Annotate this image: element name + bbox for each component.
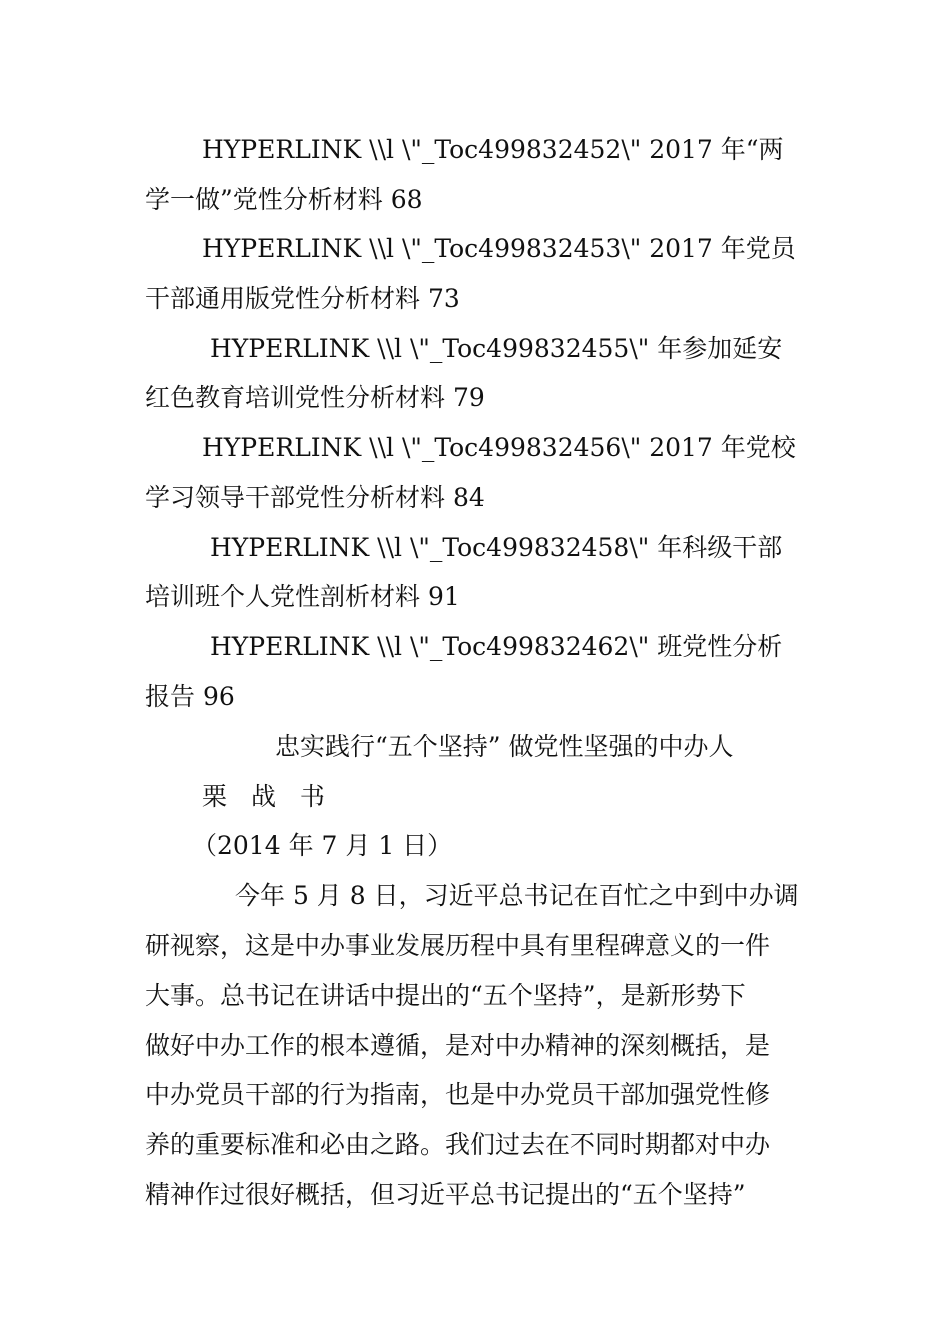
toc-entry-1-line-2[interactable]: 学一做”党性分析材料 68 bbox=[145, 185, 423, 214]
paragraph-line-5: 中办党员干部的行为指南，也是中办党员干部加强党性修 bbox=[145, 1080, 771, 1109]
toc-entry-4-line-1[interactable]: HYPERLINK \\l \"_Toc499832456\" 2017 年党校 bbox=[202, 433, 796, 462]
toc-entry-4-line-2[interactable]: 学习领导干部党性分析材料 84 bbox=[145, 483, 485, 512]
paragraph-line-6: 养的重要标准和必由之路。我们过去在不同时期都对中办 bbox=[145, 1130, 771, 1159]
paragraph-line-3: 大事。总书记在讲话中提出的“五个坚持”，是新形势下 bbox=[145, 981, 746, 1010]
toc-entry-6-line-2[interactable]: 报告 96 bbox=[145, 682, 235, 711]
paragraph-line-4: 做好中办工作的根本遵循，是对中办精神的深刻概括，是 bbox=[145, 1031, 771, 1060]
toc-entry-1-line-1[interactable]: HYPERLINK \\l \"_Toc499832452\" 2017 年“两 bbox=[202, 135, 784, 164]
paragraph-line-7: 精神作过很好概括，但习近平总书记提出的“五个坚持” bbox=[145, 1180, 746, 1209]
toc-entry-5-line-2[interactable]: 培训班个人党性剖析材料 91 bbox=[145, 582, 460, 611]
toc-entry-6-line-1[interactable]: HYPERLINK \\l \"_Toc499832462\" 班党性分析 bbox=[210, 632, 783, 661]
article-title: 忠实践行“五个坚持” 做党性坚强的中办人 bbox=[275, 732, 734, 761]
toc-entry-2-line-2[interactable]: 干部通用版党性分析材料 73 bbox=[145, 284, 460, 313]
paragraph-line-1: 今年 5 月 8 日，习近平总书记在百忙之中到中办调 bbox=[235, 881, 799, 910]
article-author: 栗 战 书 bbox=[202, 782, 333, 811]
article-date: （2014 年 7 月 1 日） bbox=[192, 831, 453, 860]
toc-entry-5-line-1[interactable]: HYPERLINK \\l \"_Toc499832458\" 年科级干部 bbox=[210, 533, 783, 562]
paragraph-line-2: 研视察，这是中办事业发展历程中具有里程碑意义的一件 bbox=[145, 931, 771, 960]
toc-entry-3-line-2[interactable]: 红色教育培训党性分析材料 79 bbox=[145, 383, 485, 412]
toc-entry-2-line-1[interactable]: HYPERLINK \\l \"_Toc499832453\" 2017 年党员 bbox=[202, 234, 796, 263]
toc-entry-3-line-1[interactable]: HYPERLINK \\l \"_Toc499832455\" 年参加延安 bbox=[210, 334, 783, 363]
